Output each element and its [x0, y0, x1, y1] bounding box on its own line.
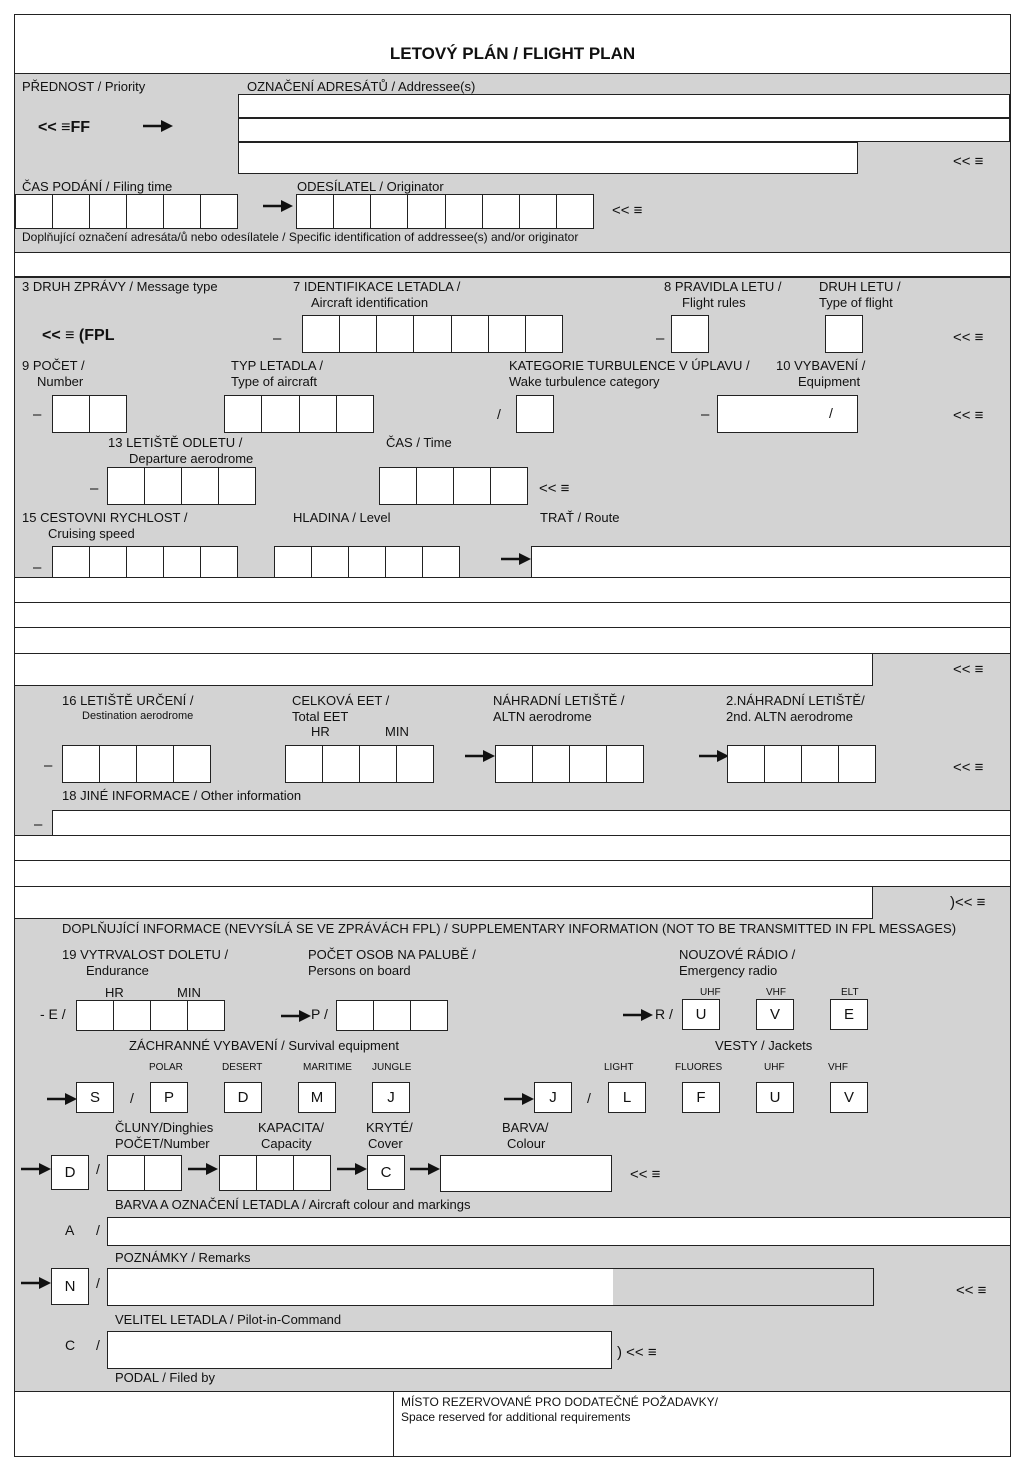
arrow-icon [47, 1092, 77, 1106]
wake-label: KATEGORIE TURBULENCE V ÚPLAVU / [509, 358, 750, 373]
addressee-field-2[interactable] [238, 118, 1010, 142]
end-marker: << ≡ [953, 329, 984, 346]
other-info-line-4[interactable] [14, 886, 873, 919]
flight-plan-form [14, 14, 1011, 1457]
other-info-line-2[interactable] [14, 835, 1011, 861]
endurance-hr-label: HR [105, 985, 124, 1000]
survival-label: ZÁCHRANNÉ VYBAVENÍ / Survival equipment [129, 1038, 399, 1053]
destination-sublabel: Destination aerodrome [82, 710, 194, 722]
speed-label: 15 CESTOVNI RYCHLOST / [22, 510, 188, 525]
departure-input[interactable] [107, 467, 256, 505]
divider [15, 276, 1010, 278]
remarks-input[interactable] [107, 1268, 874, 1306]
equipment-input[interactable]: / [717, 395, 858, 433]
desert-box[interactable]: D [224, 1082, 262, 1113]
jungle-label: JUNGLE [372, 1062, 412, 1073]
capacity-input[interactable] [219, 1155, 331, 1191]
originator-input[interactable] [296, 194, 594, 229]
fluores-label: FLUORES [675, 1062, 723, 1073]
arrow-icon [410, 1162, 440, 1176]
markings-a-label: A [65, 1222, 75, 1238]
specific-id-field[interactable] [14, 252, 1011, 277]
other-info-label: 18 JINÉ INFORMACE / Other information [62, 788, 302, 803]
speed-sublabel: Cruising speed [48, 526, 135, 541]
destination-input[interactable] [62, 745, 211, 783]
capacity-sublabel: Capacity [261, 1136, 312, 1151]
wake-input[interactable] [516, 395, 554, 433]
dash: – [34, 816, 43, 833]
flight-type-label: DRUH LETU / [819, 279, 901, 294]
cover-sublabel: Cover [368, 1136, 403, 1151]
persons-input[interactable] [336, 1000, 448, 1031]
filing-time-input[interactable] [15, 194, 238, 229]
dash: – [90, 480, 99, 497]
supplementary-title: DOPLŇUJÍCÍ INFORMACE (NEVYSÍLÁ SE VE ZPRÁVÁCH FPL) / SUPPLEMENTARY INFORMATION (NOT TO BE TRANSMITTED IN FPL MESSAGES) [62, 921, 957, 936]
filing-time-label: ČAS PODÁNÍ / Filing time [22, 179, 173, 194]
arrow-icon [21, 1162, 51, 1176]
end-marker: )<< ≡ [950, 894, 986, 911]
pic-c-label: C [65, 1337, 76, 1353]
arrow-icon [465, 749, 495, 763]
other-info-line-3[interactable] [14, 860, 1011, 887]
addressee-label: OZNAČENÍ ADRESÁTŮ / Addressee(s) [247, 79, 476, 94]
colour-label: BARVA/ [502, 1120, 549, 1135]
aircraft-type-sublabel: Type of aircraft [231, 374, 317, 389]
polar-label: POLAR [149, 1062, 183, 1073]
arrow-icon [337, 1162, 367, 1176]
altn-input[interactable] [495, 745, 644, 783]
desert-label: DESERT [222, 1062, 263, 1073]
time-label: ČAS / Time [386, 435, 452, 450]
divider [15, 73, 1010, 74]
level-label: HLADINA / Level [293, 510, 391, 525]
dinghies-label: ČLUNY/Dinghies [115, 1120, 214, 1135]
elt-label: ELT [841, 987, 859, 998]
jungle-box[interactable]: J [372, 1082, 410, 1113]
endurance-prefix: - E / [40, 1006, 66, 1022]
wake-sublabel: Wake turbulence category [509, 374, 660, 389]
vhf-label: VHF [766, 987, 786, 998]
dash: – [44, 757, 53, 774]
arrow-icon [21, 1276, 51, 1290]
colour-sublabel: Colour [507, 1136, 546, 1151]
dinghies-number-input[interactable] [107, 1155, 182, 1191]
altn-label: NÁHRADNÍ LETIŠTĚ / [493, 693, 625, 708]
jacket-uhf-label: UHF [764, 1062, 785, 1073]
arrow-icon [501, 552, 531, 566]
end-marker: << ≡ [953, 153, 984, 170]
item3-label: 3 DRUH ZPRÁVY / Message type [22, 279, 218, 294]
radio-label: NOUZOVÉ RÁDIO / [679, 947, 796, 962]
item7-sublabel: Aircraft identification [311, 295, 429, 310]
dinghies-d-box[interactable]: D [51, 1155, 89, 1190]
dash: – [656, 330, 665, 347]
light-box[interactable]: L [608, 1082, 646, 1113]
aircraft-type-input[interactable] [224, 395, 374, 433]
end-marker: << ≡ [953, 407, 984, 424]
endurance-sublabel: Endurance [86, 963, 149, 978]
cover-label: KRYTÉ/ [366, 1120, 413, 1135]
specific-id-label: Doplňující označení adresáta/ů nebo odesílatele / Specific identification of addressee(s) and/or originator [22, 230, 579, 244]
polar-box[interactable]: P [150, 1082, 188, 1113]
jacket-vhf-box[interactable]: V [830, 1082, 868, 1113]
flight-type-sublabel: Type of flight [819, 295, 893, 310]
elt-box[interactable]: E [830, 999, 868, 1030]
jacket-vhf-label: VHF [828, 1062, 848, 1073]
priority-label: PŘEDNOST / Priority [22, 79, 146, 94]
dash: – [33, 559, 42, 576]
end-marker: << ≡ [953, 661, 984, 678]
aircraft-id-input[interactable] [302, 315, 563, 353]
markings-label: BARVA A OZNAČENÍ LETADLA / Aircraft colour and markings [115, 1197, 471, 1212]
arrow-icon [143, 119, 173, 133]
equipment-label: 10 VYBAVENÍ / [776, 358, 866, 373]
destination-label: 16 LETIŠTĚ URČENÍ / [62, 693, 194, 708]
endurance-min-label: MIN [177, 985, 201, 1000]
eet-label: CELKOVÁ EET / [292, 693, 390, 708]
cover-c-box[interactable]: C [367, 1155, 405, 1190]
filed-by-input[interactable] [14, 1391, 394, 1457]
slash: / [96, 1222, 100, 1238]
jackets-j-box[interactable]: J [534, 1082, 572, 1113]
arrow-icon [623, 1008, 653, 1022]
addressee-field-1[interactable] [238, 94, 1010, 118]
reserved-sublabel: Space reserved for additional requirements [401, 1410, 631, 1424]
radio-sublabel: Emergency radio [679, 963, 778, 978]
pic-input[interactable] [107, 1331, 612, 1369]
uhf-box[interactable]: U [682, 999, 720, 1030]
departure-sublabel: Departure aerodrome [129, 451, 254, 466]
divider [393, 1391, 394, 1457]
slash: / [497, 406, 501, 422]
flight-rules-sublabel: Flight rules [682, 295, 746, 310]
item3-value: << ≡ (FPL [42, 327, 115, 344]
arrow-icon [504, 1092, 534, 1106]
end-marker: << ≡ [953, 759, 984, 776]
endurance-input[interactable] [76, 1000, 225, 1031]
end-marker: << ≡ [630, 1166, 661, 1183]
altn-sublabel: ALTN aerodrome [493, 709, 592, 724]
markings-input[interactable] [107, 1217, 1011, 1246]
addressee-field-3[interactable] [238, 142, 858, 174]
jacket-uhf-box[interactable]: U [756, 1082, 794, 1113]
slash: / [96, 1337, 100, 1353]
radio-prefix: R / [655, 1006, 673, 1022]
originator-label: ODESÍLATEL / Originator [297, 179, 444, 194]
aircraft-type-label: TYP LETADLA / [231, 358, 324, 373]
vhf-box[interactable]: V [756, 999, 794, 1030]
endurance-label: 19 VYTRVALOST DOLETU / [62, 947, 229, 962]
maritime-box[interactable]: M [298, 1082, 336, 1113]
persons-label: POČET OSOB NA PALUBĚ / [308, 947, 476, 962]
jackets-label: VESTY / Jackets [715, 1038, 813, 1053]
priority-value: << ≡FF [38, 119, 91, 136]
arrow-icon [699, 749, 729, 763]
flight-rules-label: 8 PRAVIDLA LETU / [664, 279, 782, 294]
end-marker: << ≡ [539, 480, 570, 497]
number-label: 9 POČET / [22, 358, 85, 373]
altn2-input[interactable] [727, 745, 876, 783]
maritime-label: MARITIME [303, 1062, 352, 1073]
remarks-n-box[interactable]: N [51, 1268, 89, 1305]
arrow-icon [263, 199, 293, 213]
fluores-box[interactable]: F [682, 1082, 720, 1113]
colour-input[interactable] [440, 1155, 612, 1192]
flight-rules-input[interactable] [671, 315, 709, 353]
route-line-2[interactable] [14, 577, 1011, 603]
slash: / [130, 1090, 134, 1106]
persons-prefix: P / [311, 1006, 328, 1022]
close-marker: ) << ≡ [617, 1344, 657, 1361]
dinghies-sublabel: POČET/Number [115, 1136, 210, 1151]
form-title: LETOVÝ PLÁN / FLIGHT PLAN [389, 44, 636, 63]
speed-input[interactable] [52, 546, 238, 578]
number-input[interactable] [52, 395, 127, 433]
light-label: LIGHT [604, 1062, 634, 1073]
other-info-line-1[interactable] [52, 810, 1011, 836]
eet-input[interactable] [285, 745, 434, 783]
dash: – [273, 330, 282, 347]
arrow-icon [281, 1009, 311, 1023]
slash: / [96, 1161, 100, 1177]
altn2-label: 2.NÁHRADNÍ LETIŠTĚ/ [726, 693, 865, 708]
route-line-5[interactable] [14, 653, 873, 686]
eet-sublabel: Total EET [292, 709, 349, 724]
end-marker: << ≡ [956, 1282, 987, 1299]
flight-type-input[interactable] [825, 315, 863, 353]
route-input[interactable] [531, 546, 1011, 578]
uhf-label: UHF [700, 987, 721, 998]
equipment-sublabel: Equipment [798, 374, 861, 389]
departure-label: 13 LETIŠTĚ ODLETU / [108, 435, 243, 450]
capacity-label: KAPACITA/ [258, 1120, 324, 1135]
end-marker: << ≡ [612, 202, 643, 219]
eet-hr-label: HR [311, 724, 330, 739]
dash: – [701, 406, 710, 423]
item7-label: 7 IDENTIFIKACE LETADLA / [293, 279, 461, 294]
reserved-label: MÍSTO REZERVOVANÉ PRO DODATEČNÉ POŽADAVKY/ [401, 1395, 718, 1409]
level-input[interactable] [274, 546, 460, 578]
number-sublabel: Number [37, 374, 84, 389]
arrow-icon [188, 1162, 218, 1176]
altn2-sublabel: 2nd. ALTN aerodrome [726, 709, 853, 724]
slash: / [96, 1275, 100, 1291]
survival-s-box[interactable]: S [76, 1082, 114, 1113]
remarks-label: POZNÁMKY / Remarks [115, 1250, 251, 1265]
eet-min-label: MIN [385, 724, 409, 739]
time-input[interactable] [379, 467, 528, 505]
persons-sublabel: Persons on board [308, 963, 411, 978]
slash: / [587, 1090, 591, 1106]
dash: – [33, 406, 42, 423]
route-line-4[interactable] [14, 627, 1011, 654]
pic-label: VELITEL LETADLA / Pilot-in-Command [115, 1312, 342, 1327]
route-line-3[interactable] [14, 602, 1011, 628]
route-label: TRAŤ / Route [540, 510, 620, 525]
filed-by-label: PODAL / Filed by [115, 1370, 215, 1385]
